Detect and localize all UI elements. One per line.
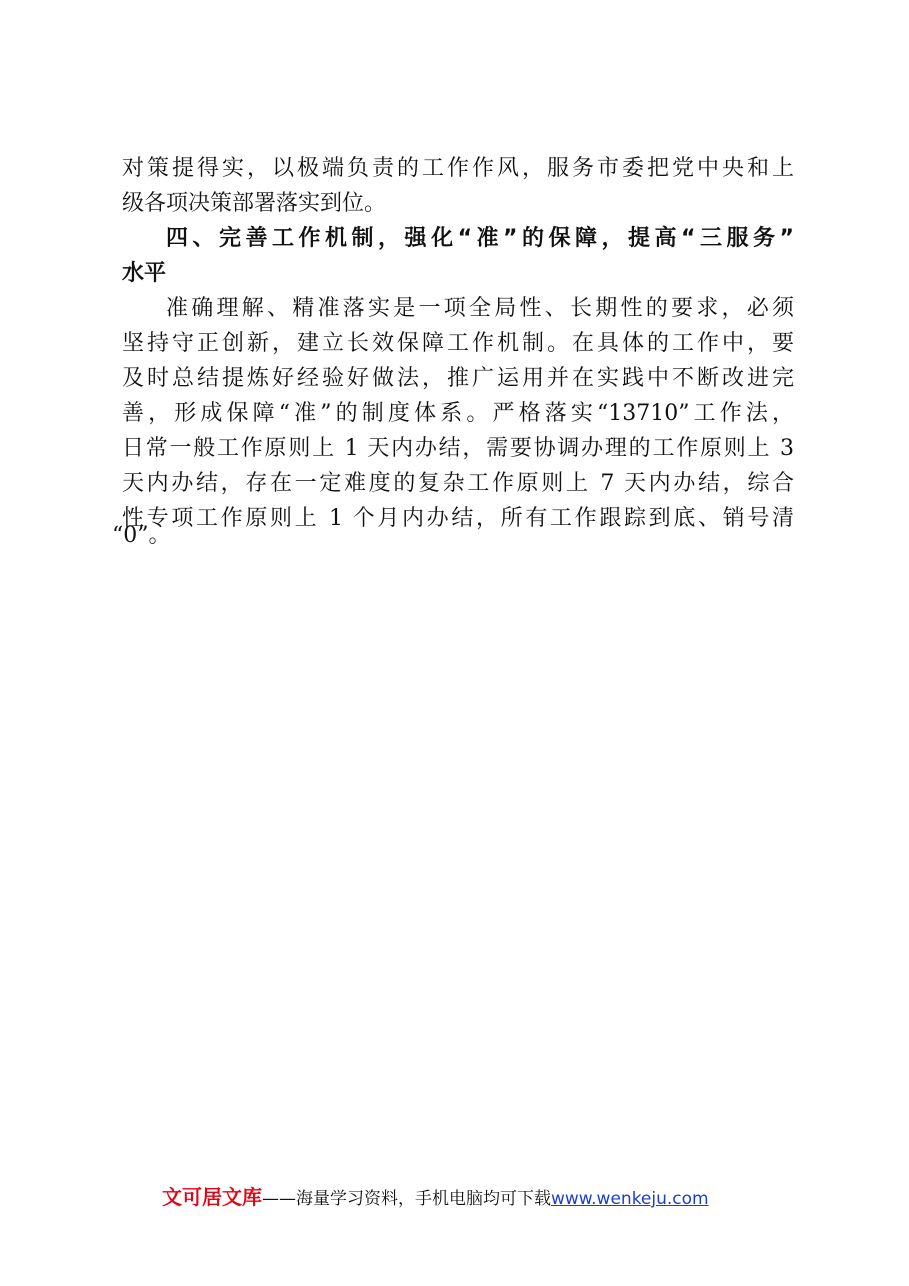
footer-link[interactable]: www.wenkeju.com bbox=[551, 1189, 709, 1209]
section-heading: 四、完善工作机制，强化“准”的保障，提高“三服务” bbox=[166, 226, 794, 251]
body-line: 性专项工作原则上 1 个月内办结，所有工作跟踪到底、销号清 bbox=[122, 506, 794, 531]
body-line: 对策提得实，以极端负责的工作作风，服务市委把党中央和上 bbox=[122, 156, 794, 181]
footer-banner bbox=[162, 1183, 709, 1211]
footer-text: ——海量学习资料，手机电脑均可下载 bbox=[262, 1189, 551, 1209]
body-line: 日常一般工作原则上 1 天内办结，需要协调办理的工作原则上 3 bbox=[122, 436, 794, 461]
body-line: 善，形成保障“准”的制度体系。严格落实“13710”工作法， bbox=[122, 401, 794, 426]
body-line: 级各项决策部署落实到位。 bbox=[122, 191, 387, 216]
section-heading-continued: 水平 bbox=[122, 261, 167, 286]
body-line: 准确理解、精准落实是一项全局性、长期性的要求，必须 bbox=[166, 296, 794, 321]
body-line: 及时总结提炼好经验好做法，推广运用并在实践中不断改进完 bbox=[122, 366, 794, 391]
body-line: 坚持守正创新，建立长效保障工作机制。在具体的工作中，要 bbox=[122, 331, 794, 356]
body-line: 天内办结，存在一定难度的复杂工作原则上 7 天内办结，综合 bbox=[122, 471, 794, 496]
footer-brand: 文可居文库 bbox=[162, 1185, 262, 1209]
body-line: “0”。 bbox=[112, 523, 171, 548]
